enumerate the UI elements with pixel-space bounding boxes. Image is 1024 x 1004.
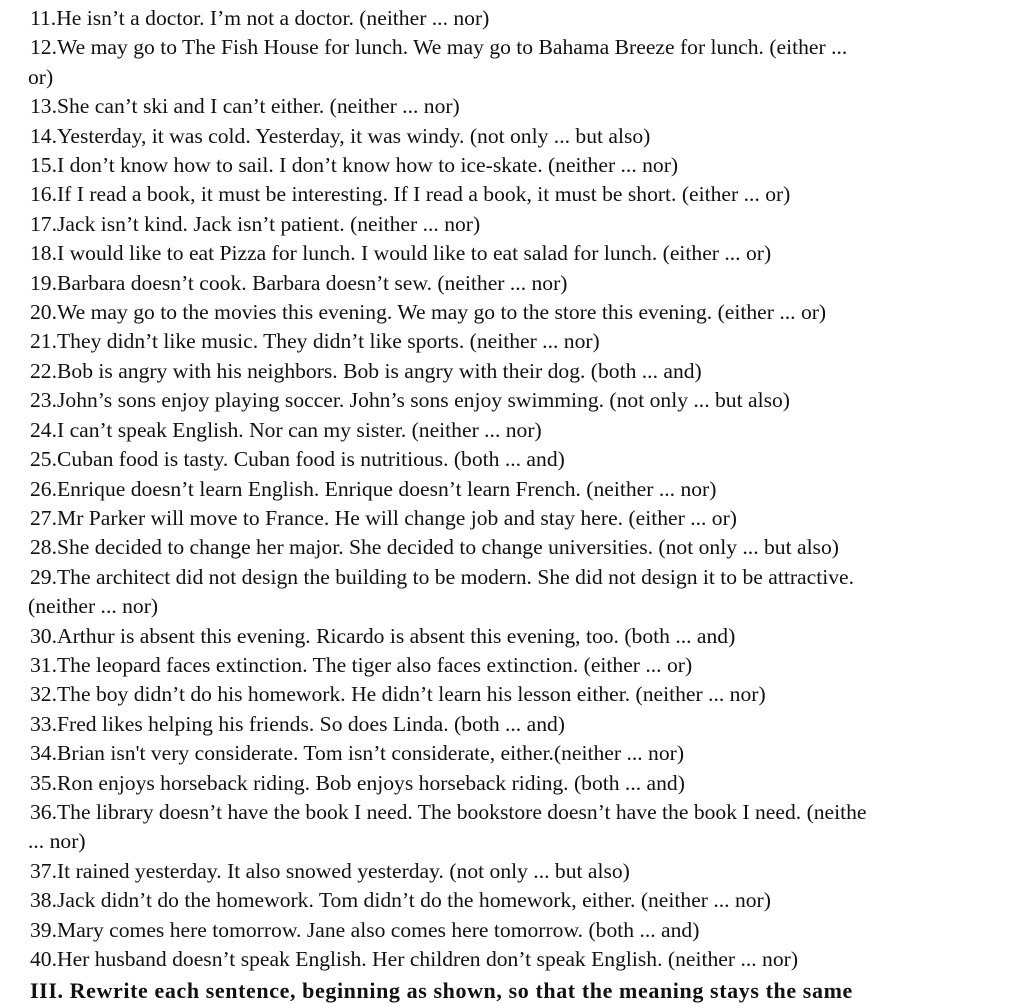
exercise-item bbox=[30, 739, 1024, 768]
exercise-item bbox=[30, 180, 1024, 209]
exercise-item bbox=[30, 151, 1024, 180]
exercise-text: 26.Enrique doesn’t learn English. Enrique doesn’t learn French. (neither ... nor) bbox=[30, 476, 717, 501]
exercise-item bbox=[30, 92, 1024, 121]
exercise-text: 17.Jack isn’t kind. Jack isn’t patient. (neither ... nor) bbox=[30, 211, 481, 236]
exercise-text: 25.Cuban food is tasty. Cuban food is nutritious. (both ... and) bbox=[30, 447, 565, 472]
exercise-item bbox=[30, 445, 1024, 474]
exercise-text: 12.We may go to The Fish House for lunch. We may go to Bahama Breeze for lunch. (either ... bbox=[30, 35, 848, 60]
exercise-item bbox=[30, 798, 1024, 857]
exercise-text: 37.It rained yesterday. It also snowed yesterday. (not only ... but also) bbox=[30, 858, 630, 883]
exercise-text: 23.John’s sons enjoy playing soccer. John’s sons enjoy swimming. (not only ... but also) bbox=[30, 388, 790, 413]
exercise-text: 27.Mr Parker will move to France. He will change job and stay here. (either ... or) bbox=[30, 505, 737, 530]
exercise-text: 24.I can’t speak English. Nor can my sister. (neither ... nor) bbox=[30, 417, 542, 442]
exercise-item bbox=[30, 239, 1024, 268]
exercise-item bbox=[30, 504, 1024, 533]
worksheet bbox=[30, 4, 1024, 974]
exercise-text: 33.Fred likes helping his friends. So does Linda. (both ... and) bbox=[30, 711, 565, 736]
exercise-item bbox=[30, 651, 1024, 680]
exercise-text: 36.The library doesn’t have the book I need. The bookstore doesn’t have the book I need. (neithe bbox=[30, 799, 867, 824]
exercise-text: 29.The architect did not design the building to be modern. She did not design it to be attractive. bbox=[30, 564, 854, 589]
exercise-text: 16.If I read a book, it must be interesting. If I read a book, it must be short. (either ... or) bbox=[30, 182, 791, 207]
exercise-item bbox=[30, 533, 1024, 562]
exercise-item bbox=[30, 122, 1024, 151]
section-heading: III. Rewrite each sentence, beginning as shown, so that the meaning stays the same bbox=[30, 978, 853, 1003]
exercise-item bbox=[30, 210, 1024, 239]
exercise-text: 18.I would like to eat Pizza for lunch. I would like to eat salad for lunch. (either ... or) bbox=[30, 241, 772, 266]
exercise-text: 34.Brian isn't very considerate. Tom isn’t considerate, either.(neither ... nor) bbox=[30, 741, 685, 766]
exercise-item bbox=[30, 710, 1024, 739]
exercise-text: 38.Jack didn’t do the homework. Tom didn’t do the homework, either. (neither ... nor) bbox=[30, 888, 771, 913]
exercise-item bbox=[30, 886, 1024, 915]
exercise-text: 28.She decided to change her major. She decided to change universities. (not only ... but also) bbox=[30, 535, 839, 560]
exercise-text: 14.Yesterday, it was cold. Yesterday, it was windy. (not only ... but also) bbox=[30, 123, 651, 148]
exercise-item bbox=[30, 298, 1024, 327]
exercise-item bbox=[30, 945, 1024, 974]
exercise-item bbox=[30, 33, 1024, 92]
exercise-list bbox=[30, 4, 1024, 974]
exercise-item bbox=[30, 386, 1024, 415]
exercise-text: 40.Her husband doesn’t speak English. Her children don’t speak English. (neither ... nor) bbox=[30, 947, 799, 971]
exercise-item bbox=[30, 563, 1024, 622]
exercise-text: 20.We may go to the movies this evening. We may go to the store this evening. (either ... or) bbox=[30, 300, 827, 325]
exercise-text: 21.They didn’t like music. They didn’t like sports. (neither ... nor) bbox=[30, 329, 600, 354]
exercise-text-continued: or) bbox=[28, 64, 54, 89]
exercise-text: 22.Bob is angry with his neighbors. Bob is angry with their dog. (both ... and) bbox=[30, 358, 702, 383]
exercise-text: 35.Ron enjoys horseback riding. Bob enjoys horseback riding. (both ... and) bbox=[30, 770, 685, 795]
exercise-item bbox=[30, 416, 1024, 445]
exercise-text: 19.Barbara doesn’t cook. Barbara doesn’t sew. (neither ... nor) bbox=[30, 270, 568, 295]
exercise-text-continued: ... nor) bbox=[28, 829, 86, 854]
exercise-text: 11.He isn’t a doctor. I’m not a doctor. (neither ... nor) bbox=[30, 6, 490, 30]
exercise-item bbox=[30, 4, 1024, 33]
exercise-text-continued: (neither ... nor) bbox=[28, 594, 159, 619]
exercise-item bbox=[30, 475, 1024, 504]
exercise-item bbox=[30, 769, 1024, 798]
exercise-text: 15.I don’t know how to sail. I don’t know how to ice-skate. (neither ... nor) bbox=[30, 153, 679, 178]
exercise-item bbox=[30, 916, 1024, 945]
exercise-item bbox=[30, 327, 1024, 356]
exercise-text: 31.The leopard faces extinction. The tiger also faces extinction. (either ... or) bbox=[30, 652, 693, 677]
exercise-item bbox=[30, 269, 1024, 298]
exercise-text: 30.Arthur is absent this evening. Ricardo is absent this evening, too. (both ... and) bbox=[30, 623, 736, 648]
exercise-item bbox=[30, 357, 1024, 386]
exercise-item bbox=[30, 680, 1024, 709]
exercise-item bbox=[30, 857, 1024, 886]
exercise-item bbox=[30, 622, 1024, 651]
exercise-text: 39.Mary comes here tomorrow. Jane also comes here tomorrow. (both ... and) bbox=[30, 917, 700, 942]
exercise-text: 13.She can’t ski and I can’t either. (neither ... nor) bbox=[30, 94, 460, 119]
exercise-text: 32.The boy didn’t do his homework. He didn’t learn his lesson either. (neither ... nor) bbox=[30, 682, 766, 707]
